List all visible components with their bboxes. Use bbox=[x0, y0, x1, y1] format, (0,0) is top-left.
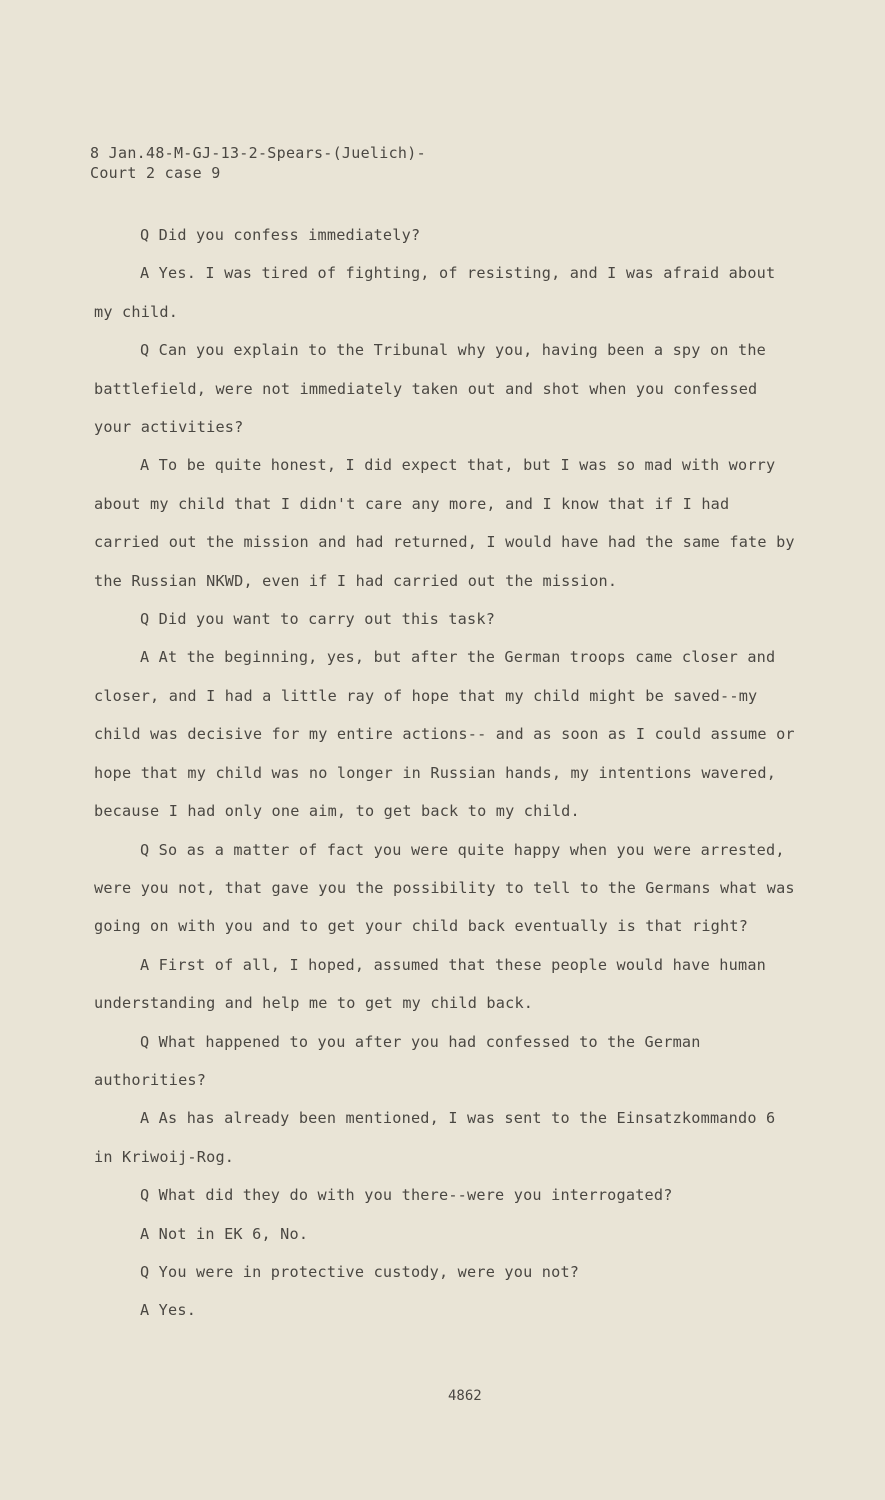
transcript-paragraph: Q What happened to you after you had confessed to the German authorities? bbox=[94, 1032, 701, 1089]
transcript-paragraph: A To be quite honest, I did expect that, but I was so mad with worry about my child that I didn't care any more, and I know that if I had carried out the mission and had returned, I would have had the same fate by the Russian NKWD, even if I had carried out the mission. bbox=[94, 456, 795, 590]
page-number: 4862 bbox=[448, 1388, 482, 1404]
transcript-paragraph: Q Can you explain to the Tribunal why you, having been a spy on the battlefield, were not immediately taken out and shot when you confessed your activities? bbox=[94, 341, 767, 437]
transcript-paragraph: Q So as a matter of fact you were quite happy when you were arrested, were you not, that gave you the possibility to tell to the Germans what was going on with you and to get your child back eventually is that right? bbox=[94, 840, 795, 936]
header-line-2: Court 2 case 9 bbox=[90, 164, 221, 182]
transcript-paragraph: A First of all, I hoped, assumed that these people would have human understanding and help me to get my child back. bbox=[94, 955, 767, 1013]
transcript-paragraph: A Yes. I was tired of fighting, of resisting, and I was afraid about my child. bbox=[94, 264, 776, 321]
document-header bbox=[90, 143, 426, 183]
transcript-paragraph: Q What did they do with you there--were you interrogated? bbox=[140, 1186, 673, 1205]
transcript-paragraph: Q You were in protective custody, were you not? bbox=[140, 1262, 580, 1281]
transcript-paragraph: A As has already been mentioned, I was sent to the Einsatzkommando 6 in Kriwoij-Rog. bbox=[94, 1109, 776, 1166]
transcript-paragraph: Q Did you confess immediately? bbox=[140, 226, 421, 244]
transcript-paragraph: A Not in EK 6, No. bbox=[140, 1224, 309, 1243]
transcript-body bbox=[94, 216, 799, 1330]
header-line-1: 8 Jan.48-M-GJ-13-2-Spears-(Juelich)- bbox=[90, 144, 426, 162]
transcript-paragraph: A Yes. bbox=[140, 1301, 197, 1320]
transcript-paragraph: A At the beginning, yes, but after the German troops came closer and closer, and I had a little ray of hope that my child might be saved--my child was decisive for my entire actions-- and as soon as I could assume or hope that my child was no longer in Russian hands, my intentions wavered, because I had only one aim, to get back to my child. bbox=[94, 648, 795, 821]
transcript-paragraph: Q Did you want to carry out this task? bbox=[140, 610, 496, 629]
